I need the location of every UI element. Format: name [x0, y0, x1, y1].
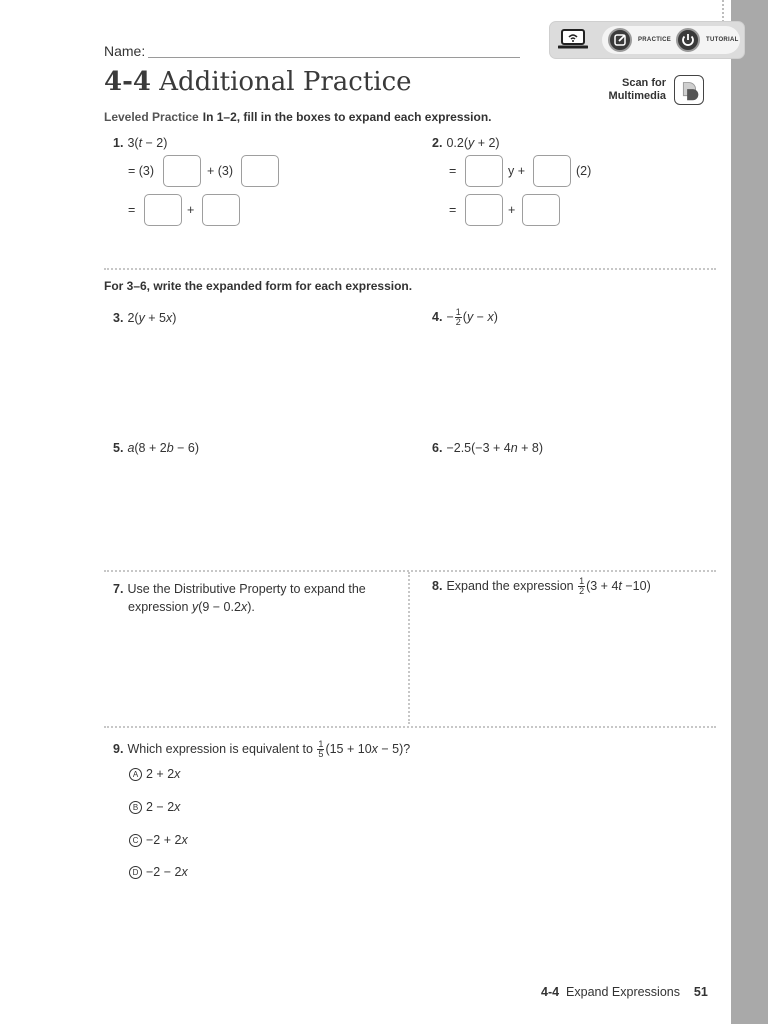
expr-part: )	[493, 309, 498, 324]
choice-a[interactable]	[129, 767, 180, 781]
fraction	[317, 740, 324, 759]
p2-line2-eq: =	[449, 203, 457, 217]
name-field[interactable]	[148, 57, 520, 58]
p1-answer-box-4[interactable]	[202, 194, 240, 226]
expr-var: t	[138, 136, 143, 150]
choice-bubble[interactable]: D	[129, 866, 142, 879]
fraction-denominator: 2	[579, 586, 585, 596]
expr-var: y	[466, 309, 474, 324]
laptop-wifi-icon[interactable]	[558, 27, 588, 51]
problem-number: 8.	[432, 578, 443, 593]
expr-var: x	[240, 600, 248, 614]
tutorial-icon[interactable]	[676, 28, 700, 52]
problem-number: 6.	[432, 441, 443, 455]
page-edge-bar	[731, 0, 768, 1024]
fraction-denominator: 2	[455, 317, 461, 327]
expr-var: y	[138, 311, 145, 325]
expr-part: 3(	[127, 136, 139, 150]
pencil-icon	[610, 30, 630, 50]
problem-number: 7.	[113, 582, 124, 596]
expr-part: (3 + 4	[586, 578, 619, 593]
p1-line2-eq: =	[128, 203, 136, 217]
choice-d[interactable]	[129, 865, 188, 879]
toolbar-pill	[602, 26, 740, 54]
choice-text: −2 + 2	[146, 833, 182, 847]
expr-var: x	[181, 865, 188, 879]
problem-5	[113, 441, 199, 455]
section1-instruction	[104, 110, 492, 124]
expr-part: (8 + 2	[134, 441, 167, 455]
p1-answer-box-3[interactable]	[144, 194, 182, 226]
expr-part: −	[473, 309, 488, 324]
problem-2	[432, 136, 500, 150]
expr-var: y	[191, 600, 199, 614]
divider	[104, 570, 716, 572]
expr-var: b	[166, 441, 174, 455]
lesson-number: 4-4	[104, 67, 151, 97]
fraction	[578, 577, 585, 596]
problem-1	[113, 136, 167, 150]
practice-label[interactable]: PRACTICE	[638, 37, 672, 43]
footer-lesson: 4-4	[541, 985, 560, 999]
problem-text: Use the Distributive Property to expand the	[127, 582, 366, 596]
fraction-numerator: 1	[579, 576, 585, 586]
p1-line1-plus: + (3)	[207, 164, 234, 178]
expr-part: (15 + 10	[325, 741, 372, 756]
choice-text: −2 − 2	[146, 865, 182, 879]
problem-7	[113, 580, 366, 616]
expr-part: (	[462, 309, 467, 324]
p2-line1-mid: y +	[508, 164, 526, 178]
fraction-numerator: 1	[318, 739, 324, 749]
expr-var: n	[510, 441, 518, 455]
leveled-practice-label: Leveled Practice	[104, 110, 199, 124]
expr-var: x	[174, 800, 181, 814]
problem-6	[432, 441, 543, 455]
name-label: Name:	[104, 43, 146, 59]
practice-icon[interactable]	[608, 28, 632, 52]
fraction	[455, 308, 462, 327]
expr-var: x	[174, 767, 181, 781]
expr-var: t	[618, 578, 622, 593]
expr-part: + 5	[144, 311, 167, 325]
fraction-numerator: 1	[455, 307, 461, 317]
section2-instruction: For 3–6, write the expanded form for each expression.	[104, 279, 413, 293]
vertical-divider	[408, 572, 410, 724]
fraction-denominator: 5	[318, 749, 324, 759]
page-title	[104, 67, 412, 97]
p2-line1-eq: =	[449, 164, 457, 178]
problem-number: 4.	[432, 309, 443, 324]
problem-text: Which expression is equivalent to	[127, 741, 317, 756]
p1-line1-eq: = (3)	[128, 164, 155, 178]
expr-var: a	[127, 441, 135, 455]
expr-part: (9 − 0.2	[198, 600, 241, 614]
expr-var: x	[166, 311, 173, 325]
problem-number: 2.	[432, 136, 443, 150]
expr-part: −10)	[621, 578, 651, 593]
expr-part: − 2)	[142, 136, 168, 150]
title-text: Additional Practice	[159, 67, 412, 97]
expr-part: ).	[247, 600, 255, 614]
problem-number: 3.	[113, 311, 124, 325]
p2-answer-box-4[interactable]	[522, 194, 560, 226]
divider	[104, 268, 716, 270]
choice-c[interactable]	[129, 833, 188, 847]
scan-multimedia-icon[interactable]	[674, 75, 704, 105]
instruction-text: In 1–2, fill in the boxes to expand each expression.	[202, 110, 492, 124]
scan-for-multimedia	[596, 77, 666, 103]
problem-4	[432, 308, 498, 327]
choice-text: 2 − 2	[146, 800, 175, 814]
media-toolbar	[549, 21, 745, 59]
page-number: 51	[693, 985, 708, 999]
problem-number: 9.	[113, 741, 124, 756]
problem-8	[432, 577, 651, 596]
expr-part: − 5)?	[377, 741, 411, 756]
p1-answer-box-2[interactable]	[241, 155, 279, 187]
expr-part: 0.2(	[446, 136, 468, 150]
page-footer	[541, 985, 708, 999]
expr-part: )	[172, 311, 177, 325]
p1-line2-plus: +	[187, 203, 195, 217]
choice-text: 2 + 2	[146, 767, 175, 781]
choice-bubble[interactable]: A	[129, 768, 142, 781]
p2-line2-plus: +	[508, 203, 516, 217]
multimedia-logo-icon	[675, 76, 703, 104]
expr-part: + 2)	[474, 136, 500, 150]
expr-var: x	[371, 741, 378, 756]
problem-3	[113, 311, 176, 325]
choice-b[interactable]	[129, 800, 180, 814]
choice-bubble[interactable]: C	[129, 834, 142, 847]
expr-part: − 6)	[173, 441, 200, 455]
problem-text: expression	[128, 600, 192, 614]
divider	[104, 726, 716, 728]
p1-answer-box-1[interactable]	[163, 155, 201, 187]
problem-text: Expand the expression	[446, 578, 578, 593]
problem-9	[113, 740, 410, 759]
p2-line1-end: (2)	[576, 164, 592, 178]
expr-part: −2.5(−3 + 4	[446, 441, 511, 455]
expr-var: x	[181, 833, 188, 847]
choice-bubble[interactable]: B	[129, 801, 142, 814]
expr-var: y	[467, 136, 475, 150]
expr-part: + 8)	[517, 441, 544, 455]
p2-answer-box-1[interactable]	[465, 155, 503, 187]
problem-number: 5.	[113, 441, 124, 455]
footer-topic: Expand Expressions	[566, 985, 680, 999]
expr-part: −	[446, 309, 454, 324]
p2-answer-box-3[interactable]	[465, 194, 503, 226]
tutorial-label[interactable]: TUTORIAL	[706, 37, 739, 43]
p2-answer-box-2[interactable]	[533, 155, 571, 187]
power-icon	[678, 30, 698, 50]
top-dotted-line	[722, 0, 724, 22]
expr-part: 2(	[127, 311, 139, 325]
expr-var: x	[487, 309, 494, 324]
scan-text-2: Multimedia	[608, 90, 666, 102]
scan-text-1: Scan for	[621, 77, 666, 89]
problem-number: 1.	[113, 136, 124, 150]
